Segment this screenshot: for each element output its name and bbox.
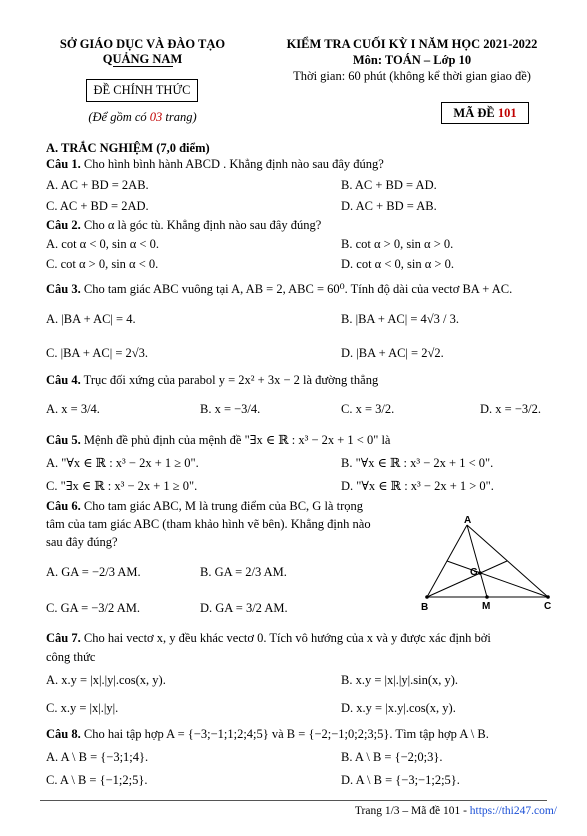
- q6-stem-line3: sau đây đúng?: [46, 535, 118, 549]
- q1-opt-b: B. AC + BD = AD.: [341, 178, 437, 192]
- q1-opt-d: D. AC + BD = AB.: [341, 199, 437, 213]
- q2-opt-c: C. cot α > 0, sin α < 0.: [46, 257, 159, 271]
- q2-opt-d: D. cot α < 0, sin α > 0.: [341, 257, 454, 271]
- median-b: [427, 561, 507, 597]
- q6-stem-line2: tâm của tam giác ABC (tham khảo hình vẽ bên). Khẳng định nào: [46, 517, 371, 531]
- q8-num: Câu 8.: [46, 727, 81, 741]
- label-a: A: [464, 515, 472, 526]
- q8-text: Cho hai tập hợp A = {−3;−1;1;2;4;5} và B = {−2;−1;0;2;3;5}. Tìm tập hợp A \ B.: [80, 727, 489, 741]
- q4-opt-c: C. x = 3/2.: [341, 402, 395, 416]
- q3-text: Cho tam giác ABC vuông tại A, AB = 2, ABC = 60⁰. Tính độ dài của vectơ BA + AC.: [80, 282, 513, 296]
- q1-opt-c: C. AC + BD = 2AD.: [46, 199, 149, 213]
- pages-note: [40, 110, 245, 125]
- median-am: [467, 525, 487, 597]
- header-underline: [113, 66, 173, 67]
- q8-opt-a: A. A \ B = {−3;1;4}.: [46, 750, 149, 764]
- q7-text-1: Cho hai vectơ x, y đều khác vectơ 0. Tích vô hướng của x và y được xác định bởi: [80, 631, 491, 645]
- q7-stem-line2: công thức: [46, 650, 96, 664]
- median-c: [447, 561, 548, 597]
- q5-opt-c: C. "∃x ∈ ℝ : x³ − 2x + 1 ≥ 0".: [46, 479, 198, 493]
- q8-opt-d: D. A \ B = {−3;−1;2;5}.: [341, 773, 460, 787]
- footer-text: Trang 1/3 – Mã đề 101 -: [354, 805, 470, 817]
- pages-suffix: trang): [162, 110, 197, 124]
- q7-opt-c: C. x.y = |x|.|y|.: [46, 701, 119, 715]
- q5-opt-d: D. "∀x ∈ ℝ : x³ − 2x + 1 > 0".: [341, 479, 494, 493]
- q6-opt-b: B. GA = 2/3 AM.: [200, 565, 287, 579]
- q3-opt-c: C. |BA + AC| = 2√3.: [46, 346, 149, 360]
- official-label: ĐỀ CHÍNH THỨC: [93, 83, 191, 97]
- q3-num: Câu 3.: [46, 282, 81, 296]
- dept-line1: SỞ GIÁO DỤC VÀ ĐÀO TẠO: [59, 37, 226, 51]
- q2-stem: [46, 218, 321, 233]
- q1-num: Câu 1.: [46, 157, 81, 171]
- pages-count: 03: [149, 110, 163, 124]
- q3-stem: [46, 281, 512, 297]
- q2-num: Câu 2.: [46, 218, 81, 232]
- label-m: M: [482, 601, 491, 612]
- point-b: [425, 595, 429, 599]
- exam-title: KIỂM TRA CUỐI KỲ I NĂM HỌC 2021-2022: [286, 37, 538, 51]
- footer-rule: [40, 800, 547, 801]
- pages-prefix: (Để gồm có: [88, 110, 150, 124]
- label-g: G: [470, 567, 478, 578]
- code-value: 101: [497, 106, 517, 120]
- q1-opt-a: A. AC + BD = 2AB.: [46, 178, 149, 192]
- q8-opt-c: C. A \ B = {−1;2;5}.: [46, 773, 148, 787]
- q2-opt-b: B. cot α > 0, sin α > 0.: [341, 237, 454, 251]
- q5-opt-b: B. "∀x ∈ ℝ : x³ − 2x + 1 < 0".: [341, 456, 494, 470]
- q2-text: Cho α là góc tù. Khẳng định nào sau đây đúng?: [80, 218, 322, 232]
- q5-stem: [46, 432, 390, 448]
- q1-text: Cho hình bình hành ABCD . Khẳng định nào sau đây đúng?: [80, 157, 384, 171]
- q4-opt-d: D. x = −3/2.: [480, 402, 541, 416]
- point-g: [478, 571, 482, 575]
- q6-stem-line1: [46, 499, 363, 514]
- q2-opt-a: A. cot α < 0, sin α < 0.: [46, 237, 159, 251]
- dept-line2: QUẢNG NAM: [102, 52, 183, 66]
- q5-opt-a: A. "∀x ∈ ℝ : x³ − 2x + 1 ≥ 0".: [46, 456, 199, 470]
- q5-num: Câu 5.: [46, 433, 81, 447]
- footer: [355, 805, 557, 817]
- q7-opt-b: B. x.y = |x|.|y|.sin(x, y).: [341, 673, 459, 687]
- q3-opt-a: A. |BA + AC| = 4.: [46, 312, 136, 326]
- q3-opt-d: D. |BA + AC| = 2√2.: [341, 346, 444, 360]
- q7-opt-a: A. x.y = |x|.|y|.cos(x, y).: [46, 673, 166, 687]
- section-a-title: A. TRẮC NGHIỆM (7,0 điểm): [46, 141, 210, 155]
- side-ac: [467, 525, 548, 597]
- q8-opt-b: B. A \ B = {−2;0;3}.: [341, 750, 443, 764]
- triangle-figure: [415, 515, 565, 615]
- exam-time: Thời gian: 60 phút (không kể thời gian giao đề): [293, 69, 531, 83]
- q4-text: Trục đối xứng của parabol y = 2x² + 3x − 2 là đường thẳng: [80, 373, 379, 387]
- label-c: C: [544, 601, 552, 612]
- q6-opt-a: A. GA = −2/3 AM.: [46, 565, 141, 579]
- q6-text-1: Cho tam giác ABC, M là trung điểm của BC, G là trọng: [80, 499, 363, 513]
- exam-code-box: [441, 102, 529, 124]
- official-badge: [86, 79, 198, 102]
- q7-num: Câu 7.: [46, 631, 81, 645]
- q4-stem: [46, 373, 378, 388]
- label-b: B: [421, 602, 429, 613]
- q7-stem-line1: [46, 631, 491, 646]
- q4-opt-a: A. x = 3/4.: [46, 402, 100, 416]
- subject: Môn: TOÁN – Lớp 10: [352, 53, 472, 67]
- q6-opt-d: D. GA = 3/2 AM.: [200, 601, 288, 615]
- q4-opt-b: B. x = −3/4.: [200, 402, 261, 416]
- q8-stem: [46, 727, 489, 742]
- q4-num: Câu 4.: [46, 373, 81, 387]
- q7-opt-d: D. x.y = |x.y|.cos(x, y).: [341, 701, 456, 715]
- point-m: [485, 595, 489, 599]
- q1-stem: [46, 157, 384, 172]
- q3-opt-b: B. |BA + AC| = 4√3 / 3.: [341, 312, 459, 326]
- point-c: [546, 595, 550, 599]
- code-label: MÃ ĐỀ: [453, 106, 498, 120]
- q6-num: Câu 6.: [46, 499, 81, 513]
- q5-text: Mệnh đề phủ định của mệnh đề "∃x ∈ ℝ : x³ − 2x + 1 < 0" là: [80, 433, 391, 447]
- footer-link[interactable]: https://thi247.com/: [469, 805, 557, 817]
- q6-opt-c: C. GA = −3/2 AM.: [46, 601, 140, 615]
